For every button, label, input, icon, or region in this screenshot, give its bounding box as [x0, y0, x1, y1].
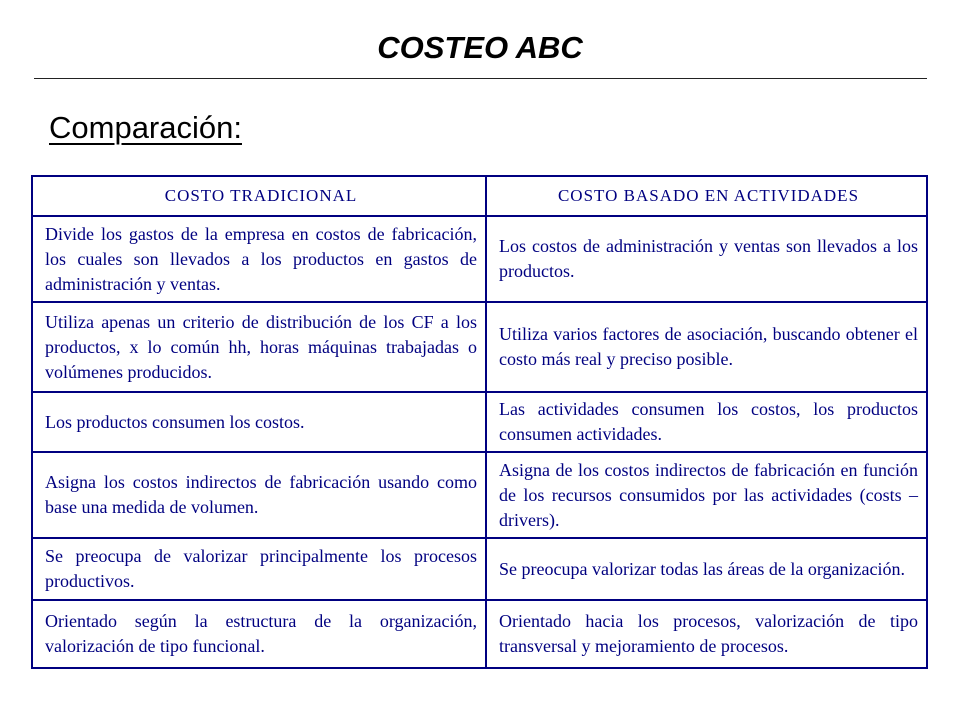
- table-row: [32, 538, 927, 600]
- traditional-cell: Orientado según la estructura de la organización, valorización de tipo funcional.: [32, 600, 486, 668]
- traditional-cell: Se preocupa de valorizar principalmente los procesos productivos.: [32, 538, 486, 600]
- slide-title: COSTEO ABC: [377, 30, 583, 65]
- header-traditional-cost: COSTO TRADICIONAL: [32, 176, 486, 216]
- abc-cell: Asigna de los costos indirectos de fabricación en función de los recursos consumidos por las actividades (costs – drivers).: [486, 452, 927, 538]
- traditional-cell: Utiliza apenas un criterio de distribución de los CF a los productos, x lo común hh, horas máquinas trabajadas o volúmenes producidos.: [32, 302, 486, 392]
- header-activity-based-cost: COSTO BASADO EN ACTIVIDADES: [486, 176, 927, 216]
- section-heading: Comparación:: [49, 110, 242, 145]
- table-header-row: [32, 176, 927, 216]
- abc-cell: Se preocupa valorizar todas las áreas de la organización.: [486, 538, 927, 600]
- traditional-cell: Los productos consumen los costos.: [32, 392, 486, 452]
- table-row: [32, 302, 927, 392]
- title-divider: [34, 78, 927, 79]
- abc-cell: Orientado hacia los procesos, valorización de tipo transversal y mejoramiento de procesos.: [486, 600, 927, 668]
- comparison-table: [31, 175, 928, 669]
- abc-cell: Las actividades consumen los costos, los productos consumen actividades.: [486, 392, 927, 452]
- table-row: [32, 600, 927, 668]
- table-row: [32, 392, 927, 452]
- abc-cell: Utiliza varios factores de asociación, buscando obtener el costo más real y preciso posible.: [486, 302, 927, 392]
- table-row: [32, 452, 927, 538]
- abc-cell: Los costos de administración y ventas son llevados a los productos.: [486, 216, 927, 302]
- table-row: [32, 216, 927, 302]
- traditional-cell: Divide los gastos de la empresa en costos de fabricación, los cuales son llevados a los productos en gastos de administración y ventas.: [32, 216, 486, 302]
- traditional-cell: Asigna los costos indirectos de fabricación usando como base una medida de volumen.: [32, 452, 486, 538]
